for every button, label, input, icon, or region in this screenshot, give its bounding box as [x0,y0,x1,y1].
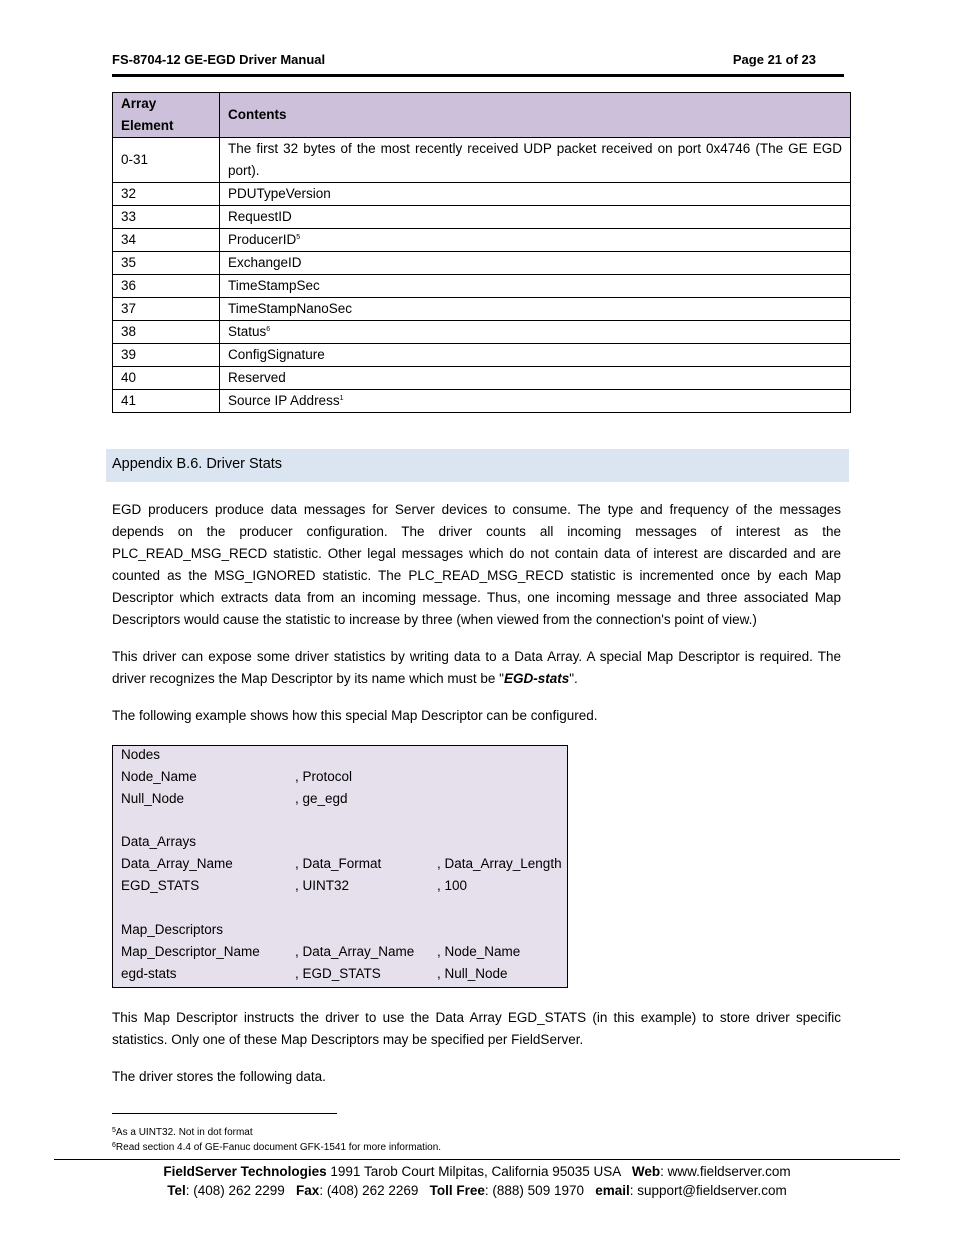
config-nodes-header: Node_Name , Protocol [121,769,353,784]
contents-cell: TimeStampNanoSec [220,298,851,321]
array-element-cell: 37 [113,298,220,321]
config-data-arrays-header: Data_Array_Name , Data_Format , Data_Array_Length [121,856,562,871]
table-row [113,252,851,275]
footnote-separator [112,1113,337,1114]
paragraph-special-map-descriptor: This driver can expose some driver statistics by writing data to a Data Array. A special Map Descriptor is required. The driver recognizes the Map Descriptor by its name which must be "EGD-stats". [112,649,841,686]
contents-cell: PDUTypeVersion [220,183,851,206]
contents-cell: Reserved [220,367,851,390]
array-element-cell: 39 [113,344,220,367]
table-header-row [113,93,851,138]
config-data-arrays-row: EGD_STATS , UINT32 , 100 [121,878,468,893]
paragraph-driver-stores: The driver stores the following data. [112,1069,326,1084]
config-map-descriptors-header: Map_Descriptor_Name , Data_Array_Name , Node_Name [121,944,521,959]
array-element-cell: 34 [113,229,220,252]
table-row [113,390,851,413]
paragraph-map-descriptor-instructions: This Map Descriptor instructs the driver to use the Data Array EGD_STATS (in this example) to store driver specific statistics. Only one of these Map Descriptors may be specified per FieldServer. [112,1010,841,1047]
array-element-cell: 33 [113,206,220,229]
paragraph-example-intro: The following example shows how this special Map Descriptor can be configured. [112,708,598,723]
footnote-ref: 1 [339,395,344,402]
table-row [113,138,851,183]
table-row [113,183,851,206]
column-header-contents: Contents [220,93,851,138]
page-header [112,52,844,77]
contents-cell: RequestID [220,206,851,229]
footnote-5: $^5$As a UINT32. Not in dot format [112,1127,253,1138]
footer-line-2: Tel: (408) 262 2299 Fax: (408) 262 2269 Toll Free: (888) 509 1970 email: support@fieldserver.com [167,1183,787,1198]
config-nodes-title: Nodes [121,747,161,762]
footer-web-link[interactable]: : www.fieldserver.com [660,1164,791,1179]
config-map-descriptors-row: egd-stats , EGD_STATS , Null_Node [121,966,508,981]
table-row [113,367,851,390]
contents-cell: TimeStampSec [220,275,851,298]
table-row [113,275,851,298]
footnote-ref: 6 [266,326,271,333]
array-element-cell: 41 [113,390,220,413]
footer-line-1: FieldServer Technologies 1991 Tarob Court Milpitas, California 95035 USA Web: www.fieldserver.com [163,1164,791,1179]
footer-separator [54,1159,900,1160]
manual-title: FS-8704-12 GE-EGD Driver Manual [112,52,326,67]
contents-cell: ProducerID$^5$ [220,229,851,252]
footer-company: FieldServer Technologies [163,1164,327,1179]
footnote-ref: 5 [296,234,301,241]
contents-cell: Source IP Address$^1$ [220,390,851,413]
table-row [113,206,851,229]
table-body [113,138,851,413]
footnote-6: $^6$Read section 4.4 of GE-Fanuc document GFK-1541 for more information. [112,1142,442,1153]
contents-cell: Status$^6$ [220,321,851,344]
array-element-cell: 32 [113,183,220,206]
emphasis-egd-stats: EGD-stats [503,671,570,686]
table-row [113,229,851,252]
array-element-cell: 35 [113,252,220,275]
page-number: Page 21 of 23 [732,52,816,67]
paragraph-driver-stats: EGD producers produce data messages for Server devices to consume. The type and frequency of the messages depends on the producer configuration. The driver counts all incoming messages of interest as the PLC_READ_MSG_RECD statistic. Other legal messages which do not contain data of interest are discarded and are counted as the MSG_IGNORED statistic. The PLC_READ_MSG_RECD statistic is incremented once by each Map Descriptor which extracts data from an incoming message. Thus, one incoming message and three associated Map Descriptors would cause the statistic to increase by three (when viewed from the connection's point of view.) [112,502,841,627]
config-data-arrays-title: Data_Arrays [121,834,197,849]
config-example-box [112,745,568,988]
contents-cell: The first 32 bytes of the most recently received UDP packet received on port 0x4746 (The GE EGD port). [220,138,851,183]
contents-cell: ExchangeID [220,252,851,275]
config-map-descriptors-title: Map_Descriptors [121,922,224,937]
config-nodes-row: Null_Node , ge_egd [121,791,348,806]
footer-email-link[interactable]: : support@fieldserver.com [629,1183,787,1198]
table-row [113,344,851,367]
array-element-cell: 38 [113,321,220,344]
array-element-cell: 0-31 [113,138,220,183]
array-element-cell: 40 [113,367,220,390]
appendix-heading: Appendix B.6. Driver Stats [106,449,849,482]
column-header-array-element: Array Element [113,93,220,138]
table-row [113,321,851,344]
table-row [113,298,851,321]
contents-cell: ConfigSignature [220,344,851,367]
array-element-table [112,92,851,413]
array-element-cell: 36 [113,275,220,298]
